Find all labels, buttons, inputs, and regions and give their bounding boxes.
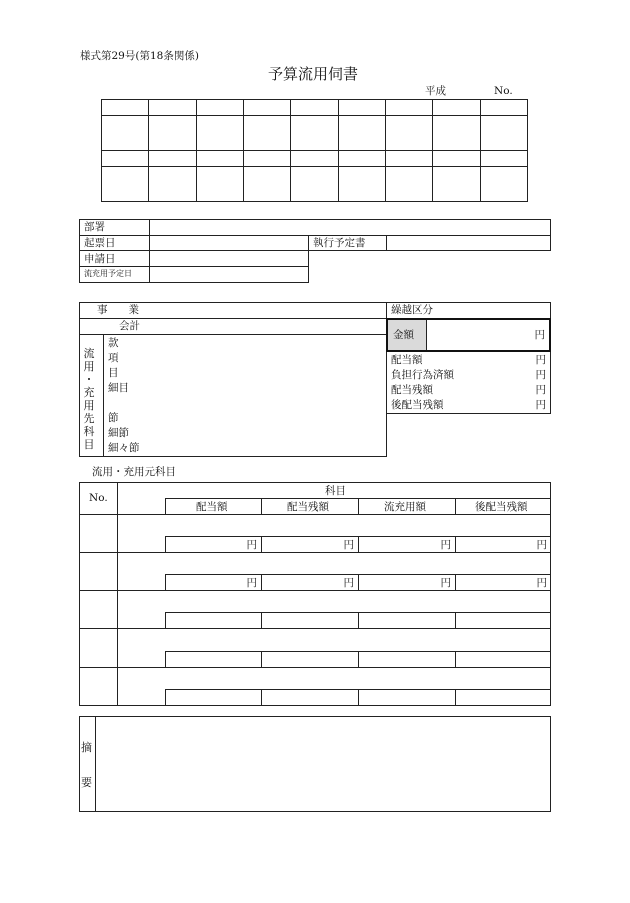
department-label: 部署 [84, 221, 105, 233]
carryover-yen-4: 円 [535, 399, 546, 411]
page-title: 予算流用伺書 [268, 65, 359, 83]
level-saisaisetsu: 細々節 [108, 442, 140, 454]
row2-yen-2: 円 [343, 577, 354, 589]
source-section-title: 流用・充用元科目 [92, 466, 176, 478]
row1-yen-3: 円 [440, 539, 451, 551]
row2-yen-4: 円 [536, 577, 547, 589]
amount-box [386, 318, 551, 352]
carryover-yen-3: 円 [535, 384, 546, 396]
amount-label: 金額 [393, 329, 414, 341]
carryover-row-committed: 負担行為済額 [391, 369, 454, 381]
transfer-target-vertical-label: 流 用 ・ 充 用 先 科 目 [83, 347, 95, 451]
accounting-label: 会計 [119, 320, 140, 332]
carryover-yen-1: 円 [535, 354, 546, 366]
level-kan: 款 [108, 337, 119, 349]
carryover-yen-2: 円 [535, 369, 546, 381]
source-col-post-remaining: 後配当残額 [475, 501, 528, 513]
row2-yen-1: 円 [246, 577, 257, 589]
top-blank-grid [101, 99, 528, 202]
amount-yen: 円 [534, 329, 545, 341]
row1-yen-2: 円 [343, 539, 354, 551]
carryover-category-label: 繰越区分 [391, 304, 433, 316]
transfer-date-label: 流充用予定日 [84, 269, 132, 278]
era-label: 平成 [425, 85, 446, 97]
level-kou: 項 [108, 352, 119, 364]
source-subject-label: 科目 [325, 485, 346, 497]
source-col-allocated: 配当額 [196, 501, 228, 513]
source-col-remaining: 配当残額 [287, 501, 329, 513]
source-table [79, 482, 551, 706]
summary-label-2: 要 [81, 776, 92, 789]
level-saimoku: 細目 [108, 382, 129, 394]
row1-yen-1: 円 [246, 539, 257, 551]
summary-box [79, 716, 551, 812]
level-setsu: 節 [108, 412, 119, 424]
form-number: 様式第29号(第18条関係) [80, 50, 199, 62]
draft-date-label: 起票日 [84, 237, 116, 249]
row1-yen-4: 円 [536, 539, 547, 551]
source-no-label: No. [89, 492, 108, 504]
summary-label-1: 摘 [81, 741, 92, 754]
carryover-row-post-remaining: 後配当残額 [391, 399, 444, 411]
application-date-label: 申請日 [84, 253, 116, 265]
level-moku: 目 [108, 367, 119, 379]
number-label: No. [494, 85, 513, 97]
execution-date-label: 執行予定書 [313, 237, 366, 249]
level-saisetsu: 細節 [108, 427, 129, 439]
carryover-row-allocated: 配当額 [391, 354, 423, 366]
business-label: 事 業 [97, 304, 139, 316]
row2-yen-3: 円 [440, 577, 451, 589]
carryover-row-remaining: 配当残額 [391, 384, 433, 396]
source-col-transfer: 流充用額 [384, 501, 426, 513]
